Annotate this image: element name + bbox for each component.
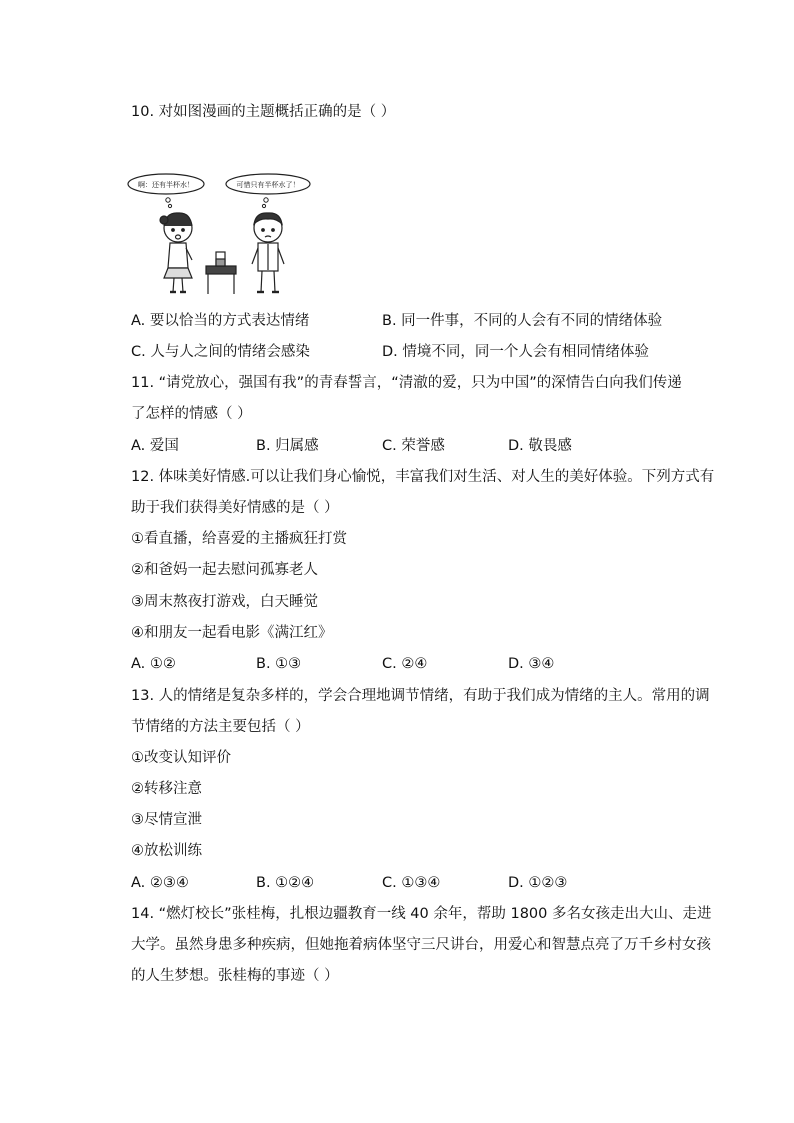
q13-item-3: ③尽情宣泄 (131, 812, 202, 828)
q10-comic-illustration (126, 168, 312, 298)
q10-option-a[interactable]: A. 要以恰当的方式表达情绪 (131, 313, 310, 329)
q10-option-c[interactable]: C. 人与人之间的情绪会感染 (131, 344, 310, 360)
q13-option-c[interactable]: C. ①③④ (382, 875, 441, 891)
q13-stem-line1: 13. 人的情绪是复杂多样的，学会合理地调节情绪，有助于我们成为情绪的主人。常用的调 (131, 688, 710, 704)
q13-item-4: ④放松训练 (131, 843, 202, 859)
q11-option-c[interactable]: C. 荣誉感 (382, 438, 445, 454)
girl-figure (160, 213, 192, 292)
q14-stem-line3: 的人生梦想。张桂梅的事迹（ ） (131, 968, 339, 984)
q10-option-b[interactable]: B. 同一件事，不同的人会有不同的情绪体验 (382, 313, 663, 329)
q10-stem: 10. 对如图漫画的主题概括正确的是（ ） (131, 104, 396, 120)
q13-option-a[interactable]: A. ②③④ (131, 875, 189, 891)
q12-option-a[interactable]: A. ①② (131, 656, 176, 672)
q11-option-a[interactable]: A. 爱国 (131, 438, 179, 454)
q11-option-b[interactable]: B. 归属感 (256, 438, 319, 454)
boy-figure (252, 213, 284, 292)
q13-option-d[interactable]: D. ①②③ (508, 875, 568, 891)
q12-item-2: ②和爸妈一起去慰问孤寡老人 (131, 562, 318, 578)
q12-item-3: ③周末熬夜打游戏，白天睡觉 (131, 594, 318, 610)
q12-option-b[interactable]: B. ①③ (256, 656, 302, 672)
q12-stem-line1: 12. 体味美好情感.可以让我们身心愉悦，丰富我们对生活、对人生的美好体验。下列方式有 (131, 469, 715, 485)
q13-item-1: ①改变认知评价 (131, 750, 231, 766)
q11-stem-line2: 了怎样的情感（ ） (131, 406, 252, 422)
q12-option-c[interactable]: C. ②④ (382, 656, 428, 672)
q10-bubble-right-text: 可惜只有半杯水了！ (236, 181, 300, 189)
table-with-glass (206, 252, 236, 294)
q13-stem-line2: 节情绪的方法主要包括（ ） (131, 719, 310, 735)
q12-stem-line2: 助于我们获得美好情感的是（ ） (131, 500, 339, 516)
q14-stem-line1: 14. “燃灯校长”张桂梅，扎根边疆教育一线 40 余年，帮助 1800 多名女孩走出大山、走进 (131, 906, 712, 922)
q11-option-d[interactable]: D. 敬畏感 (508, 438, 572, 454)
q10-bubble-left-text: 啊：还有半杯水！ (138, 181, 194, 189)
q12-option-d[interactable]: D. ③④ (508, 656, 555, 672)
q14-stem-line2: 大学。虽然身患多种疾病，但她拖着病体坚守三尺讲台，用爱心和智慧点亮了万千乡村女孩 (131, 937, 711, 953)
q13-item-2: ②转移注意 (131, 781, 202, 797)
q11-stem-line1: 11. “请党放心，强国有我”的青春誓言，“清澈的爱，只为中国”的深情告白向我们传递 (131, 375, 682, 391)
q10-option-d[interactable]: D. 情境不同，同一个人会有相同情绪体验 (382, 344, 649, 360)
q12-item-4: ④和朋友一起看电影《满江红》 (131, 625, 333, 641)
q12-item-1: ①看直播，给喜爱的主播疯狂打赏 (131, 531, 347, 547)
q13-option-b[interactable]: B. ①②④ (256, 875, 315, 891)
